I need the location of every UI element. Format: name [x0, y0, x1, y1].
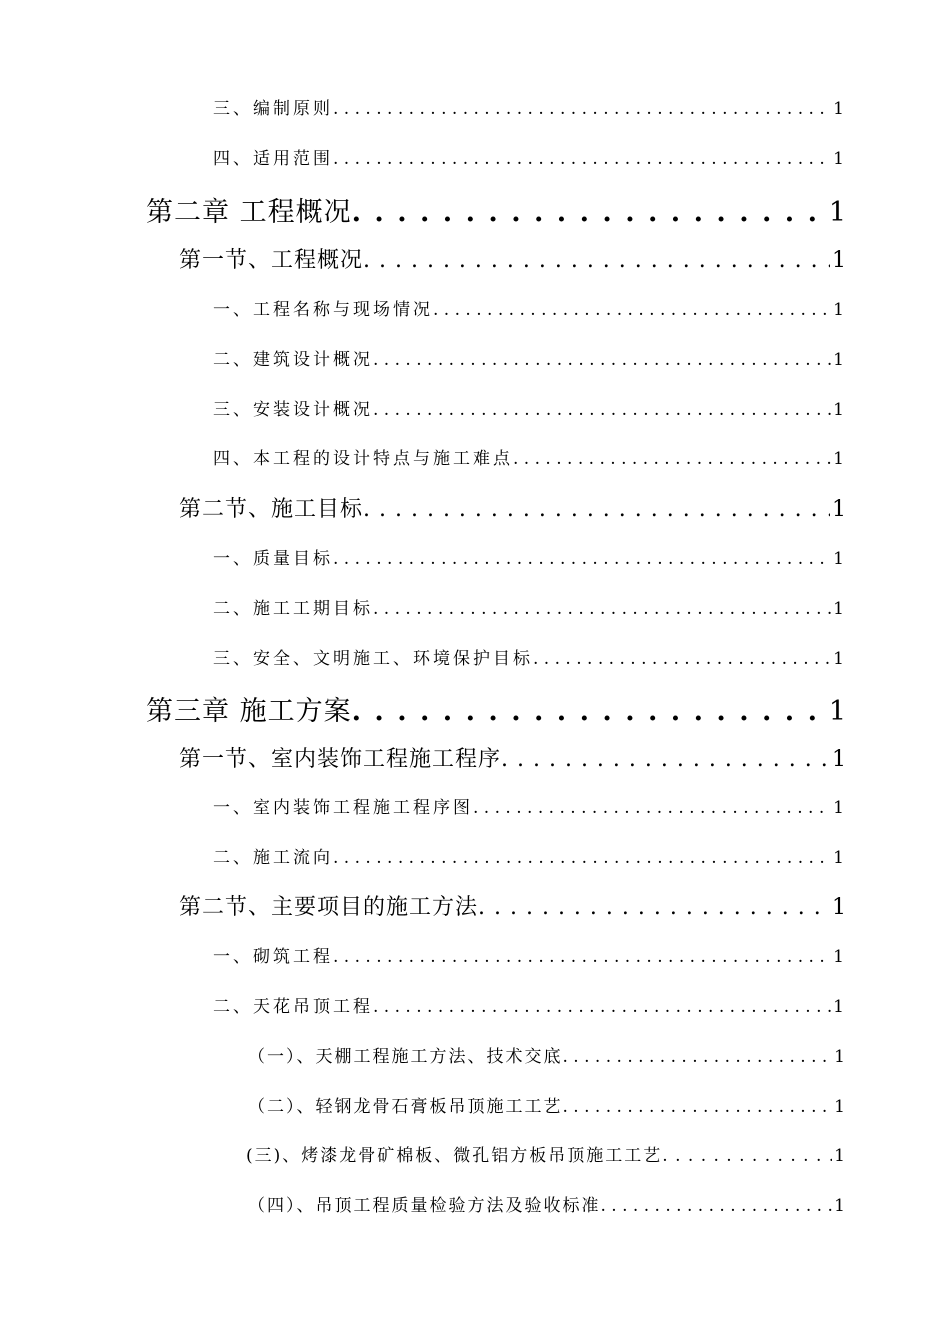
toc-entry[interactable]	[248, 1092, 847, 1117]
toc-dot-leader	[333, 947, 831, 967]
toc-section-entry[interactable]	[179, 890, 847, 921]
toc-dot-leader	[363, 248, 830, 273]
toc-page-number: 1	[834, 1146, 847, 1166]
toc-dot-leader	[513, 449, 831, 469]
toc-page-number: 1	[828, 696, 847, 727]
toc-page-number: 1	[832, 497, 847, 522]
toc-dot-leader	[662, 1146, 832, 1166]
toc-dot-leader	[473, 798, 831, 818]
toc-page-number: 1	[833, 549, 847, 569]
toc-entry-title: （一）、天棚工程施工方法、技术交底	[248, 1047, 563, 1067]
toc-entry[interactable]	[213, 843, 847, 868]
toc-entry-title: 四、适用范围	[213, 149, 333, 169]
toc-page-number: 1	[834, 1097, 847, 1117]
toc-dot-leader	[333, 99, 831, 119]
toc-section-entry[interactable]	[179, 492, 847, 523]
toc-dot-leader	[533, 649, 831, 669]
toc-entry-title: 第一节、工程概况	[179, 248, 364, 273]
toc-dot-leader	[333, 149, 831, 169]
toc-page-number: 1	[833, 99, 847, 119]
toc-entry[interactable]	[213, 395, 847, 420]
toc-entry-title: 二、施工流向	[213, 848, 333, 868]
toc-entry-title: 第二章 工程概况	[146, 197, 352, 228]
toc-entry-title: 二、建筑设计概况	[213, 350, 373, 370]
toc-page-number: 1	[833, 599, 847, 619]
toc-dot-leader	[478, 895, 830, 920]
toc-dot-leader	[352, 197, 827, 228]
toc-dot-leader	[333, 848, 831, 868]
toc-entry-title: 三、安全、文明施工、环境保护目标	[213, 649, 533, 669]
toc-entry-title: 第三章 施工方案	[146, 696, 352, 727]
toc-dot-leader	[433, 300, 831, 320]
toc-dot-leader	[601, 1196, 833, 1216]
toc-dot-leader	[373, 350, 831, 370]
toc-entry[interactable]	[248, 1042, 847, 1067]
toc-page-number: 1	[832, 248, 847, 273]
toc-entry-title: 四、本工程的设计特点与施工难点	[213, 449, 513, 469]
toc-entry-title: 第一节、室内装饰工程施工程序	[179, 747, 502, 772]
toc-section-entry[interactable]	[179, 243, 847, 274]
toc-dot-leader	[333, 549, 831, 569]
toc-entry[interactable]	[213, 94, 847, 119]
toc-page-number: 1	[833, 300, 847, 320]
toc-dot-leader	[563, 1047, 833, 1067]
toc-entry-title: 第二节、主要项目的施工方法	[179, 895, 479, 920]
toc-entry-title: 一、质量目标	[213, 549, 333, 569]
toc-entry-title: （二）、轻钢龙骨石膏板吊顶施工工艺	[248, 1097, 563, 1117]
toc-page-number: 1	[834, 1047, 847, 1067]
toc-dot-leader	[373, 599, 831, 619]
toc-entry-title: 第二节、施工目标	[179, 497, 364, 522]
toc-entry-title: 一、砌筑工程	[213, 947, 333, 967]
toc-entry[interactable]	[213, 594, 847, 619]
toc-dot-leader	[373, 400, 831, 420]
toc-entry[interactable]	[213, 644, 847, 669]
toc-page-number: 1	[833, 798, 847, 818]
toc-dot-leader	[501, 747, 830, 772]
toc-entry[interactable]	[213, 793, 847, 818]
toc-page-number: 1	[833, 997, 847, 1017]
toc-entry[interactable]	[213, 444, 847, 469]
toc-entry[interactable]	[213, 992, 847, 1017]
toc-page-number: 1	[833, 449, 847, 469]
toc-entry[interactable]	[213, 345, 847, 370]
toc-page-number: 1	[832, 747, 847, 772]
toc-entry[interactable]	[213, 144, 847, 169]
toc-entry[interactable]	[213, 295, 847, 320]
toc-page-number: 1	[833, 947, 847, 967]
toc-dot-leader	[373, 997, 831, 1017]
toc-entry[interactable]	[213, 544, 847, 569]
toc-chapter-entry[interactable]	[146, 689, 847, 728]
toc-entry[interactable]	[213, 942, 847, 967]
toc-section-entry[interactable]	[179, 742, 847, 773]
toc-entry[interactable]	[248, 1191, 847, 1216]
toc-entry-title: 三、编制原则	[213, 99, 333, 119]
toc-entry-title: （四）、吊顶工程质量检验方法及验收标准	[248, 1196, 601, 1216]
toc-page-number: 1	[834, 1196, 847, 1216]
toc-page-number: 1	[833, 400, 847, 420]
toc-page-number: 1	[833, 350, 847, 370]
toc-page-number: 1	[828, 197, 847, 228]
toc-page-number: 1	[832, 895, 847, 920]
toc-chapter-entry[interactable]	[146, 190, 847, 229]
toc-dot-leader	[563, 1097, 833, 1117]
toc-entry-title: 三、安装设计概况	[213, 400, 373, 420]
toc-entry-title: (三)、烤漆龙骨矿棉板、微孔铝方板吊顶施工工艺	[246, 1146, 663, 1166]
toc-page-number: 1	[833, 149, 847, 169]
toc-dot-leader	[363, 497, 830, 522]
toc-entry-title: 二、天花吊顶工程	[213, 997, 373, 1017]
toc-entry-title: 一、工程名称与现场情况	[213, 300, 433, 320]
toc-entry-title: 一、室内装饰工程施工程序图	[213, 798, 473, 818]
toc-page-number: 1	[833, 649, 847, 669]
toc-entry[interactable]	[246, 1141, 847, 1166]
toc-page-number: 1	[833, 848, 847, 868]
toc-entry-title: 二、施工工期目标	[213, 599, 373, 619]
toc-dot-leader	[352, 696, 827, 727]
